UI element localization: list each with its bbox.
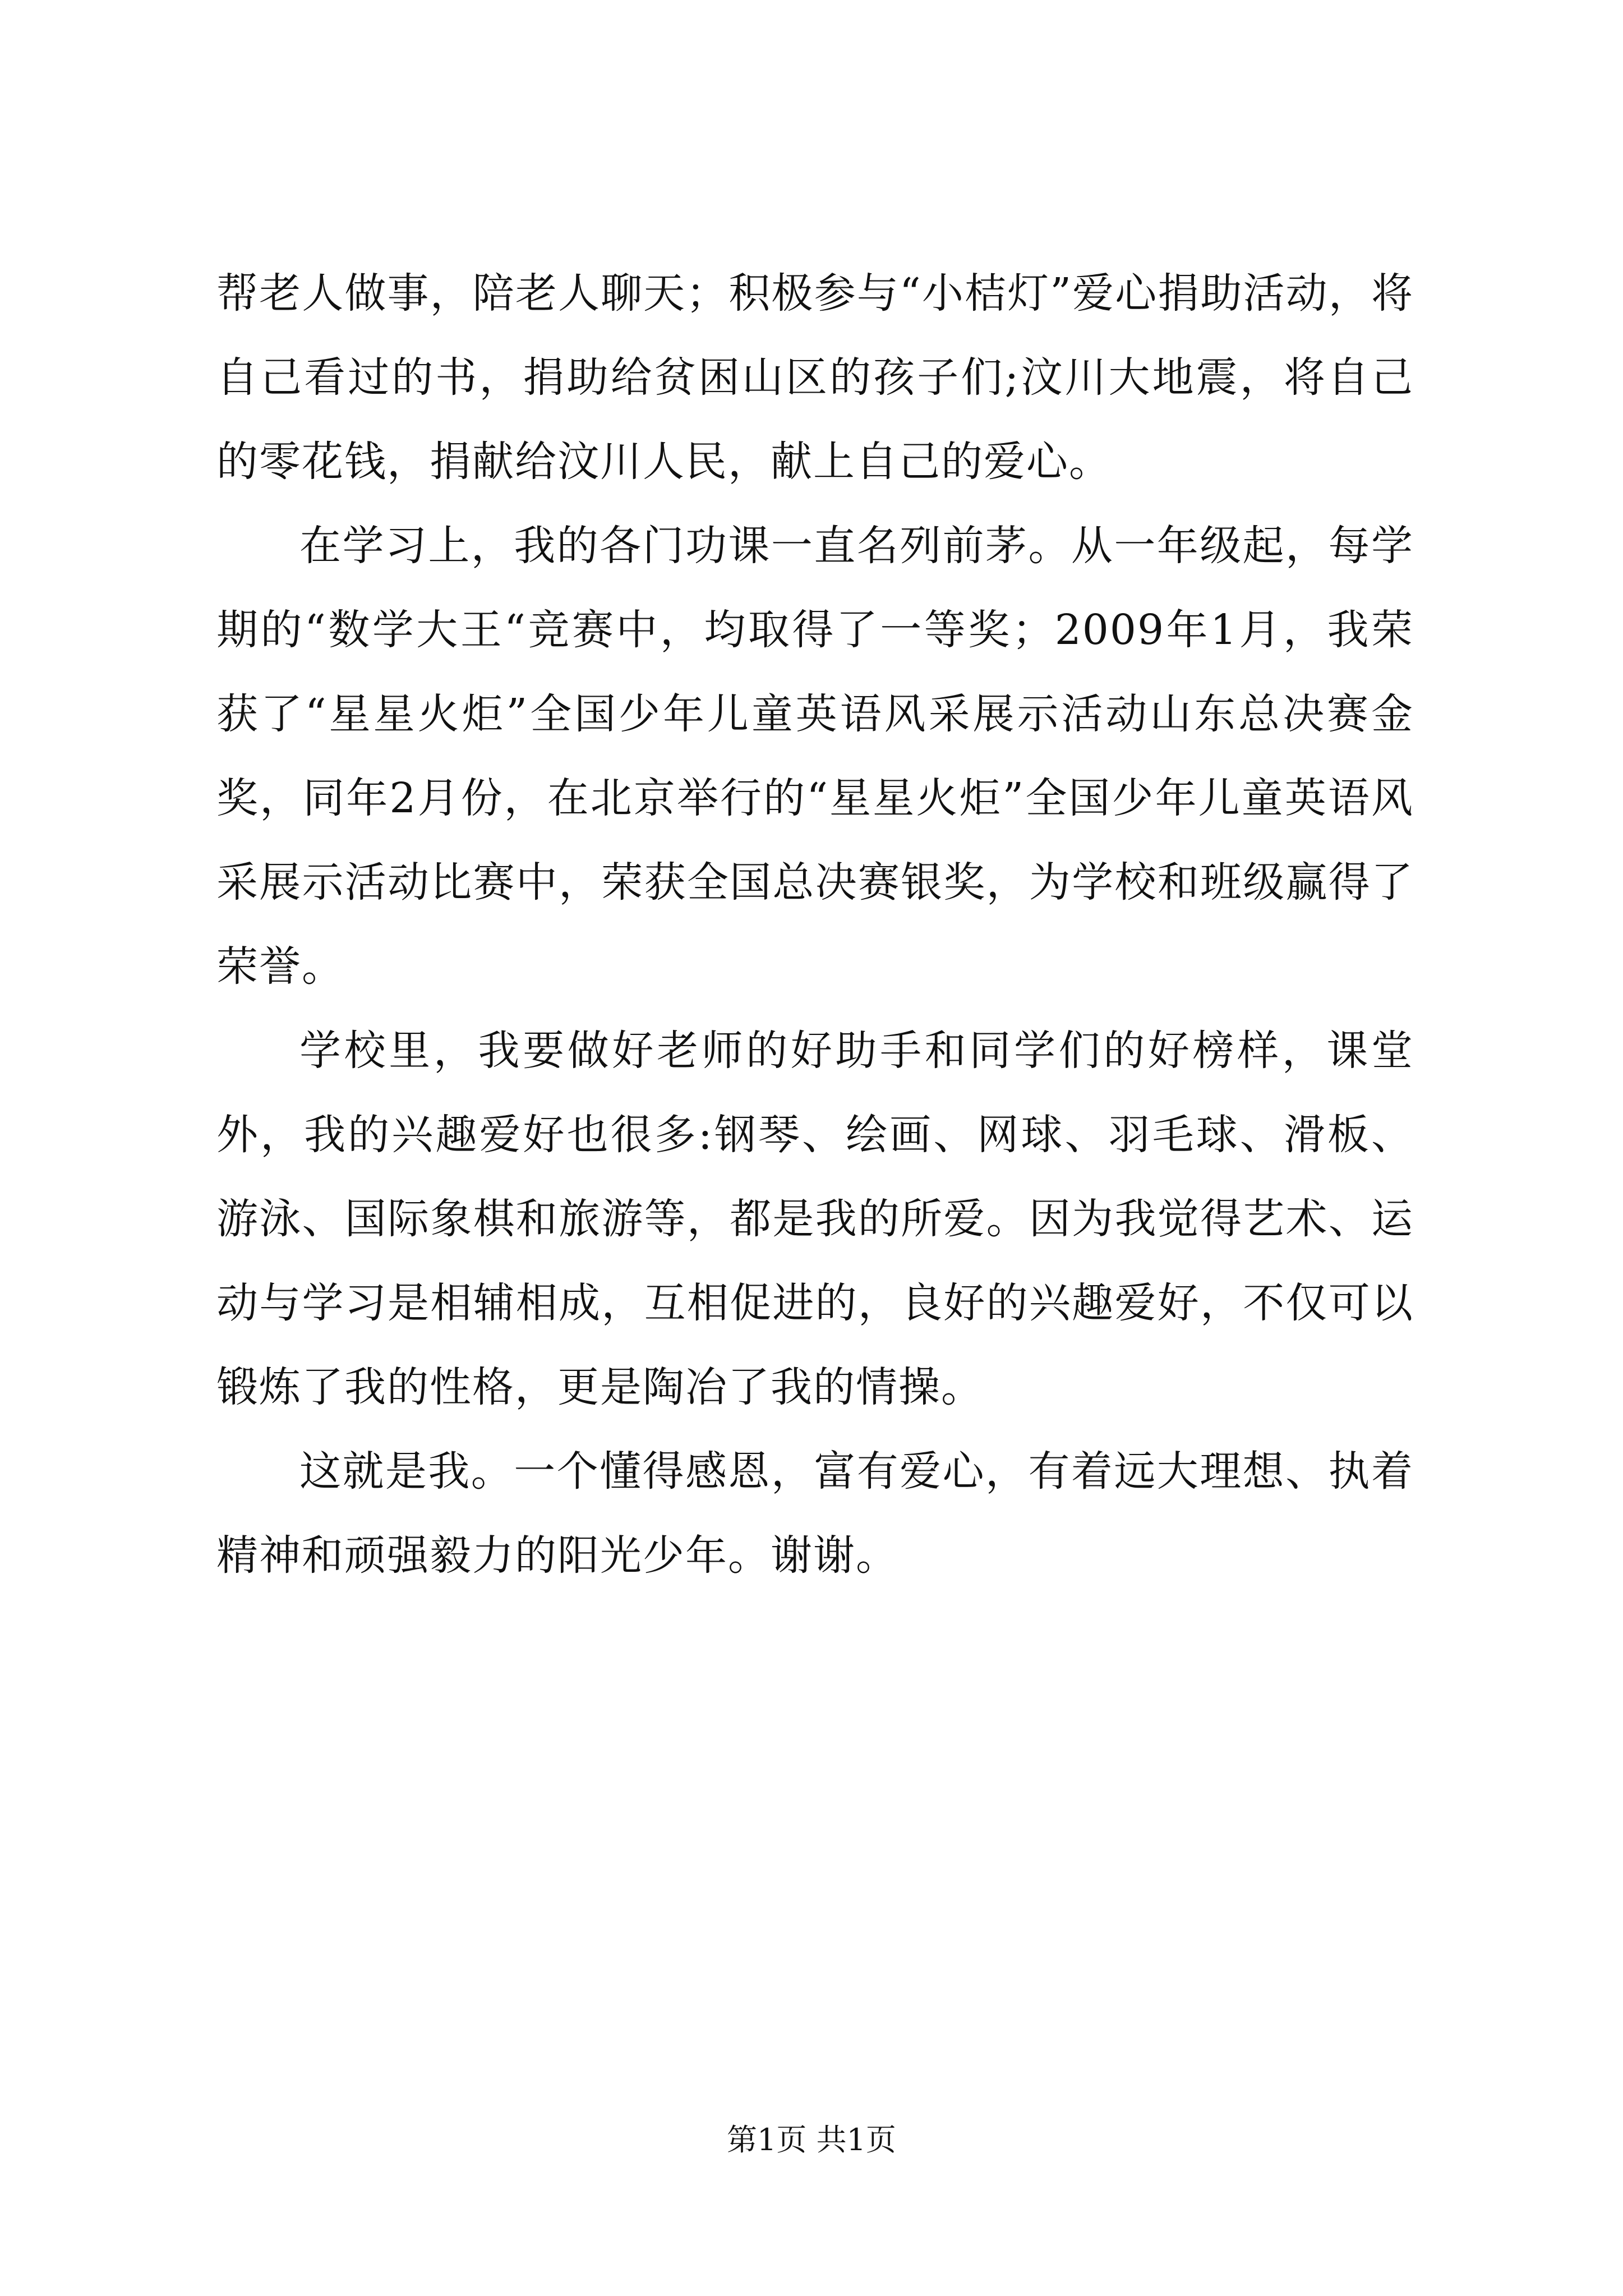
paragraph-4: 这就是我。一个懂得感恩，富有爱心，有着远大理想、执着精神和顽强毅力的阳光少年。谢谢。	[216, 1447, 1414, 1580]
paragraph-2: 在学习上，我的各门功课一直名列前茅。从一年级起，每学期的“数学大王“竞赛中，均取得了一等奖；2009年1月，我荣获了“星星火炬”全国少年儿童英语风采展示活动山东总决赛金奖，同年2月份，在北京举行的“星星火炬”全国少年儿童英语风采展示活动比赛中，荣获全国总决赛银奖，为学校和班级赢得了荣誉。	[216, 522, 1414, 991]
page-number-footer: 第1页 共1页	[727, 2122, 896, 2157]
paragraph-3: 学校里，我要做好老师的好助手和同学们的好榜样，课堂外，我的兴趣爱好也很多:钢琴、绘画、网球、羽毛球、滑板、游泳、国际象棋和旅游等，都是我的所爱。因为我觉得艺术、运动与学习是相辅相成，互相促进的，良好的兴趣爱好，不仅可以锻炼了我的性格，更是陶冶了我的情操。	[216, 1027, 1414, 1411]
document-body	[216, 251, 1414, 1598]
paragraph-1: 帮老人做事，陪老人聊天；积极参与“小桔灯”爱心捐助活动，将自己看过的书，捐助给贫困山区的孩子们;汶川大地震，将自己的零花钱，捐献给汶川人民，献上自己的爱心。	[216, 269, 1414, 486]
